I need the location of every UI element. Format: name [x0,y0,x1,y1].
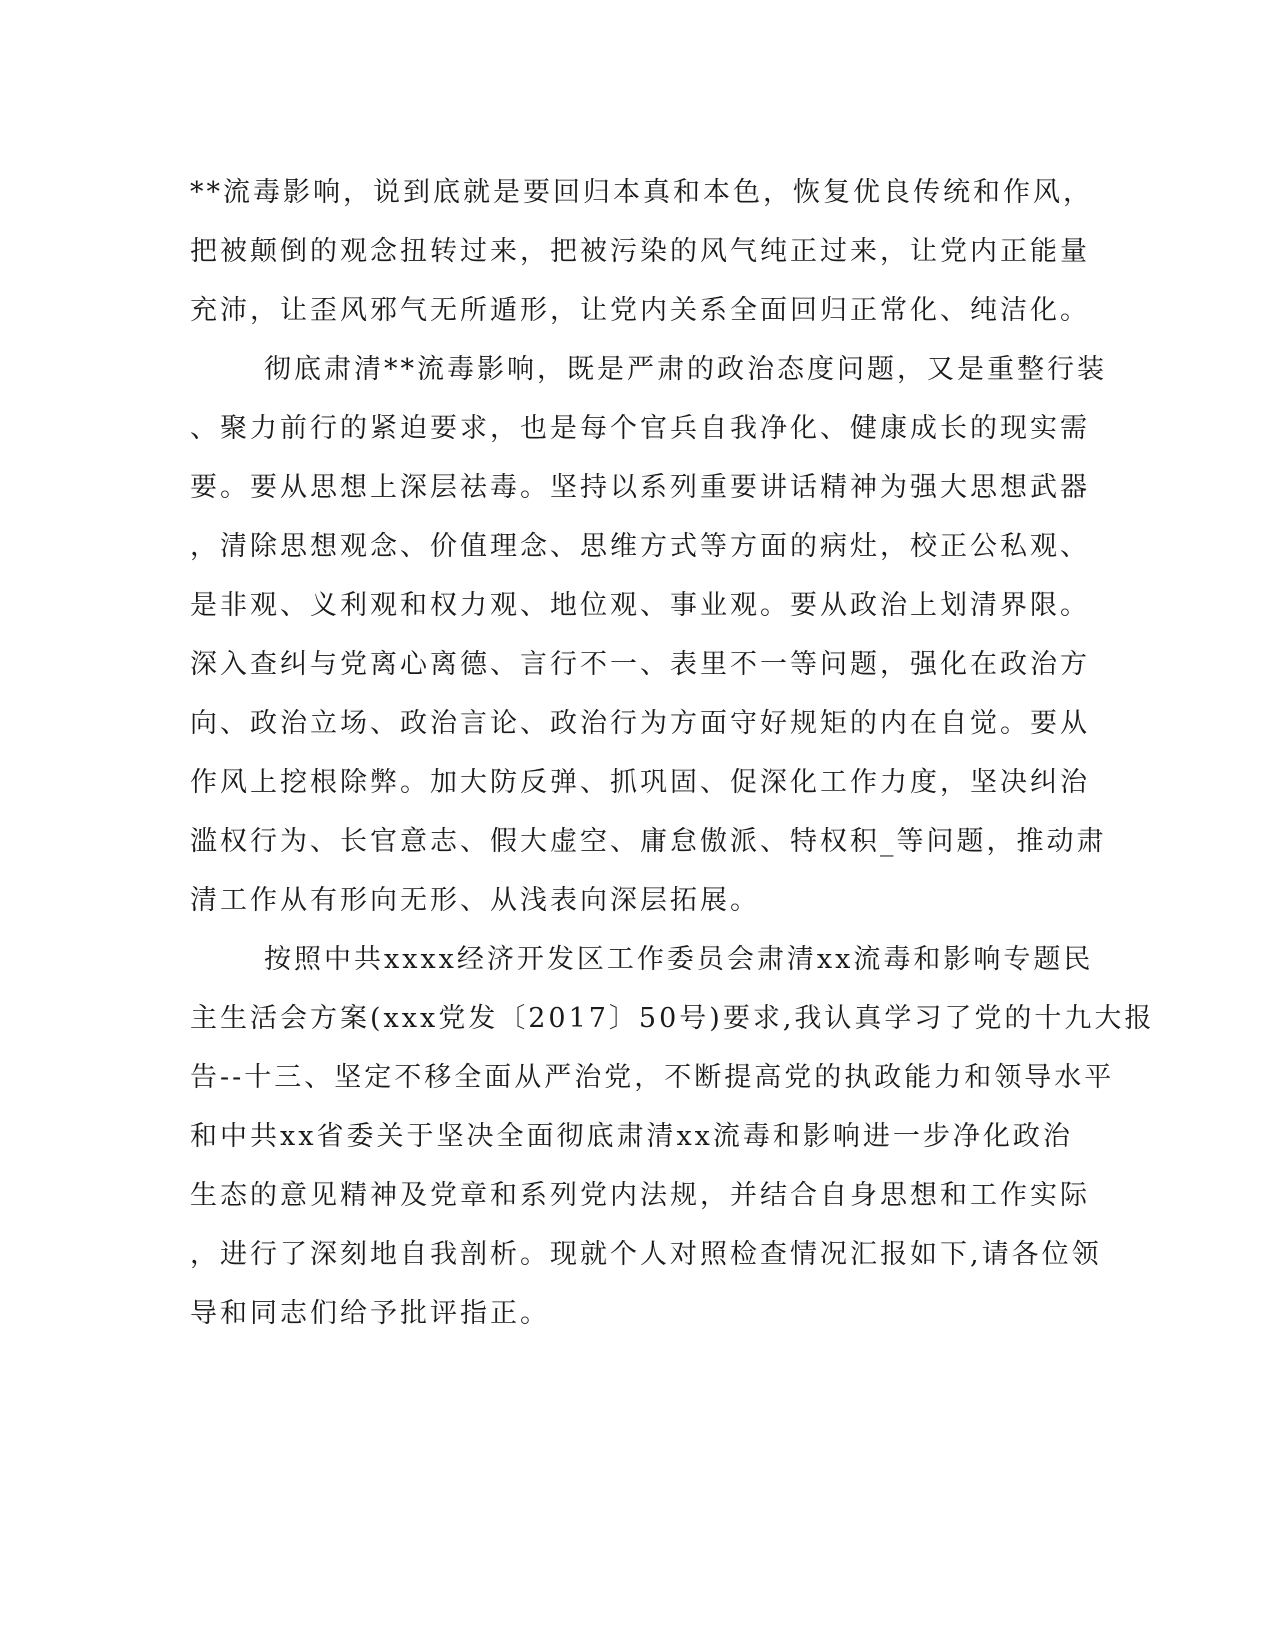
text-line: ，进行了深刻地自我剖析。现就个人对照检查情况汇报如下,请各位领 [190,1239,1102,1270]
text-line: 滥权行为、长官意志、假大虚空、庸怠傲派、特权积_等问题，推动肃 [190,826,1107,857]
text-line: 充沛，让歪风邪气无所遁形，让党内关系全面回归正常化、纯洁化。 [190,295,1090,326]
text-line: 导和同志们给予批评指正。 [190,1298,550,1329]
paragraph-first-line: 彻底肃清**流毒影响，既是严肃的政治态度问题，又是重整行装 [264,354,1107,385]
text-line: 主生活会方案(xxx党发〔2017〕50号)要求,我认真学习了党的十九大报 [190,1003,1155,1034]
text-line: 是非观、义利观和权力观、地位观、事业观。要从政治上划清界限。 [190,590,1090,621]
text-line: 把被颠倒的观念扭转过来，把被污染的风气纯正过来，让党内正能量 [190,236,1090,267]
body-text [190,163,1155,1343]
text-line: 告--十三、坚定不移全面从严治党，不断提高党的执政能力和领导水平 [190,1062,1115,1093]
text-line: 生态的意见精神及党章和系列党内法规，并结合自身思想和工作实际 [190,1180,1090,1211]
text-line: ，清除思想观念、价值理念、思维方式等方面的病灶，校正公私观、 [190,531,1090,562]
text-line: 深入查纠与党离心离德、言行不一、表里不一等问题，强化在政治方 [190,649,1090,680]
text-line: 和中共xx省委关于坚决全面彻底肃清xx流毒和影响进一步净化政治 [190,1121,1073,1152]
paragraph-first-line: 按照中共xxxx经济开发区工作委员会肃清xx流毒和影响专题民 [264,944,1094,975]
text-line: 、聚力前行的紧迫要求，也是每个官兵自我净化、健康成长的现实需 [190,413,1090,444]
text-line: 作风上挖根除弊。加大防反弹、抓巩固、促深化工作力度，坚决纠治 [190,767,1090,798]
text-line: 要。要从思想上深层祛毒。坚持以系列重要讲话精神为强大思想武器 [190,472,1090,503]
text-line: **流毒影响，说到底就是要回归本真和本色，恢复优良传统和作风， [190,177,1093,208]
text-line: 清工作从有形向无形、从浅表向深层拓展。 [190,885,760,916]
text-line: 向、政治立场、政治言论、政治行为方面守好规矩的内在自觉。要从 [190,708,1090,739]
